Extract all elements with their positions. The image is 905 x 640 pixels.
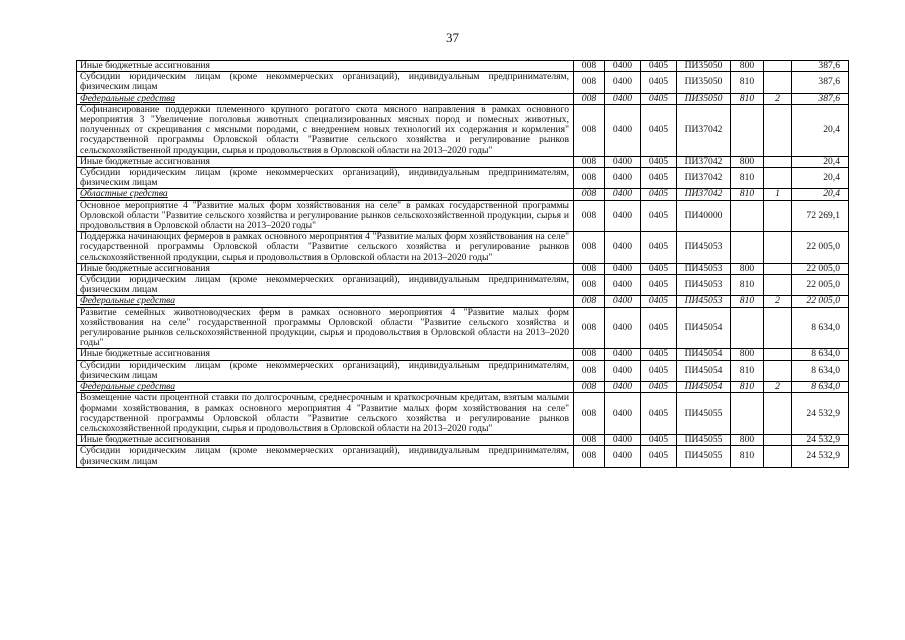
row-target-article-code: ПИ45055: [677, 435, 731, 446]
row-section-code: 0400: [605, 200, 641, 232]
row-subsection-code: 0405: [641, 72, 677, 93]
row-section-code: 0400: [605, 393, 641, 435]
row-target-article-code: ПИ45053: [677, 263, 731, 274]
row-description: Субсидии юридическим лицам (кроме некоммерческих организаций), индивидуальным предпринимателям, физическим лицам: [77, 72, 574, 93]
row-section-code: 0400: [605, 61, 641, 72]
table-row: [77, 275, 849, 296]
row-amount: 24 532,9: [792, 393, 849, 435]
row-expense-type-code: 800: [731, 156, 764, 167]
row-expense-type-code: [731, 307, 764, 349]
row-section-code: 0400: [605, 232, 641, 264]
row-section-code: 0400: [605, 382, 641, 393]
row-expense-type-code: [731, 232, 764, 264]
row-department-code: 008: [574, 435, 605, 446]
row-amount: 72 269,1: [792, 200, 849, 232]
row-expense-type-code: 810: [731, 189, 764, 200]
row-section-code: 0400: [605, 360, 641, 381]
row-department-code: 008: [574, 200, 605, 232]
table-row: [77, 296, 849, 307]
row-funding-source-code: 2: [764, 296, 792, 307]
row-department-code: 008: [574, 93, 605, 104]
row-section-code: 0400: [605, 446, 641, 467]
table-row: [77, 72, 849, 93]
row-funding-source-code: [764, 168, 792, 189]
row-department-code: 008: [574, 189, 605, 200]
row-department-code: 008: [574, 232, 605, 264]
row-funding-source-code: [764, 61, 792, 72]
row-funding-source-code: [764, 349, 792, 360]
budget-table: [76, 60, 849, 468]
row-funding-source-code: [764, 200, 792, 232]
row-description: Субсидии юридическим лицам (кроме некоммерческих организаций), индивидуальным предпринимателям, физическим лицам: [77, 446, 574, 467]
row-expense-type-code: 800: [731, 349, 764, 360]
table-row: [77, 189, 849, 200]
row-funding-source-code: [764, 156, 792, 167]
row-description: Поддержка начинающих фермеров в рамках основного мероприятия 4 "Развитие малых форм хозяйствования на селе" государственной программы Орловской области "Развитие сельского хозяйства и регулирование рынков сельскохозяйственной продукции, сырья и продовольствия в Орловской области на 2013–2020 годы": [77, 232, 574, 264]
row-expense-type-code: 800: [731, 61, 764, 72]
row-subsection-code: 0405: [641, 156, 677, 167]
table-row: [77, 360, 849, 381]
row-section-code: 0400: [605, 296, 641, 307]
row-expense-type-code: 810: [731, 446, 764, 467]
row-subsection-code: 0405: [641, 382, 677, 393]
row-department-code: 008: [574, 446, 605, 467]
row-section-code: 0400: [605, 349, 641, 360]
table-row: [77, 93, 849, 104]
row-target-article-code: ПИ40000: [677, 200, 731, 232]
row-expense-type-code: 810: [731, 168, 764, 189]
row-funding-source-code: [764, 72, 792, 93]
row-amount: 22 005,0: [792, 296, 849, 307]
row-section-code: 0400: [605, 307, 641, 349]
row-subsection-code: 0405: [641, 232, 677, 264]
row-funding-source-code: [764, 275, 792, 296]
row-description: Областные средства: [77, 189, 574, 200]
row-target-article-code: ПИ45054: [677, 360, 731, 381]
row-description: Основное мероприятие 4 "Развитие малых форм хозяйствования на селе" в рамках государственной программы Орловской области "Развитие сельского хозяйства и регулирование рынков сельскохозяйственной продукции, сырья и продовольствия в Орловской области на 2013–2020 годы": [77, 200, 574, 232]
row-description: Софинансирование поддержки племенного крупного рогатого скота мясного направления в рамках основного мероприятия 3 "Увеличение поголовья животных специализированных мясных пород и помесных животных, полученных от скрещивания с мясными породами, с внедрением новых технологий их содержания и кормления" государственной программы Орловской области "Развитие сельского хозяйства и регулирование рынков сельскохозяйственной продукции, сырья и продовольствия в Орловской области на 2013–2020 годы": [77, 104, 574, 156]
row-target-article-code: ПИ37042: [677, 104, 731, 156]
row-subsection-code: 0405: [641, 307, 677, 349]
row-target-article-code: ПИ45054: [677, 349, 731, 360]
row-expense-type-code: 810: [731, 275, 764, 296]
row-amount: 8 634,0: [792, 349, 849, 360]
row-department-code: 008: [574, 393, 605, 435]
row-subsection-code: 0405: [641, 360, 677, 381]
row-target-article-code: ПИ37042: [677, 189, 731, 200]
row-department-code: 008: [574, 349, 605, 360]
row-target-article-code: ПИ45055: [677, 393, 731, 435]
row-target-article-code: ПИ45054: [677, 307, 731, 349]
row-description: Иные бюджетные ассигнования: [77, 156, 574, 167]
row-target-article-code: ПИ35050: [677, 61, 731, 72]
row-subsection-code: 0405: [641, 446, 677, 467]
row-description: Иные бюджетные ассигнования: [77, 61, 574, 72]
row-amount: 24 532,9: [792, 446, 849, 467]
row-funding-source-code: [764, 263, 792, 274]
row-amount: 22 005,0: [792, 232, 849, 264]
row-target-article-code: ПИ45054: [677, 382, 731, 393]
row-subsection-code: 0405: [641, 104, 677, 156]
table-row: [77, 168, 849, 189]
row-department-code: 008: [574, 307, 605, 349]
table-row: [77, 156, 849, 167]
row-section-code: 0400: [605, 104, 641, 156]
row-funding-source-code: [764, 232, 792, 264]
row-amount: 22 005,0: [792, 275, 849, 296]
row-target-article-code: ПИ45053: [677, 232, 731, 264]
row-subsection-code: 0405: [641, 189, 677, 200]
table-row: [77, 393, 849, 435]
row-funding-source-code: [764, 393, 792, 435]
row-amount: 20,4: [792, 168, 849, 189]
row-subsection-code: 0405: [641, 393, 677, 435]
row-funding-source-code: [764, 360, 792, 381]
table-row: [77, 61, 849, 72]
row-department-code: 008: [574, 275, 605, 296]
row-amount: 8 634,0: [792, 382, 849, 393]
row-expense-type-code: [731, 393, 764, 435]
row-target-article-code: ПИ35050: [677, 93, 731, 104]
row-target-article-code: ПИ45053: [677, 296, 731, 307]
row-target-article-code: ПИ35050: [677, 72, 731, 93]
row-funding-source-code: [764, 435, 792, 446]
row-funding-source-code: 2: [764, 93, 792, 104]
row-subsection-code: 0405: [641, 168, 677, 189]
row-department-code: 008: [574, 263, 605, 274]
row-subsection-code: 0405: [641, 296, 677, 307]
row-amount: 24 532,9: [792, 435, 849, 446]
table-row: [77, 349, 849, 360]
row-description: Федеральные средства: [77, 382, 574, 393]
row-amount: 8 634,0: [792, 360, 849, 381]
row-department-code: 008: [574, 296, 605, 307]
row-subsection-code: 0405: [641, 435, 677, 446]
row-amount: 20,4: [792, 189, 849, 200]
row-description: Развитие семейных животноводческих ферм в рамках основного мероприятия 4 "Развитие малых форм хозяйствования на селе" государственной программы Орловской области "Развитие сельского хозяйства и регулирование рынков сельскохозяйственной продукции, сырья и продовольствия в Орловской области на 2013–2020 годы": [77, 307, 574, 349]
row-target-article-code: ПИ37042: [677, 156, 731, 167]
row-expense-type-code: 810: [731, 360, 764, 381]
row-section-code: 0400: [605, 189, 641, 200]
row-funding-source-code: 1: [764, 189, 792, 200]
row-description: Субсидии юридическим лицам (кроме некоммерческих организаций), индивидуальным предпринимателям, физическим лицам: [77, 168, 574, 189]
row-department-code: 008: [574, 360, 605, 381]
row-section-code: 0400: [605, 275, 641, 296]
row-expense-type-code: 810: [731, 93, 764, 104]
table-row: [77, 104, 849, 156]
row-description: Федеральные средства: [77, 296, 574, 307]
row-target-article-code: ПИ45055: [677, 446, 731, 467]
row-subsection-code: 0405: [641, 93, 677, 104]
row-funding-source-code: [764, 307, 792, 349]
row-description: Субсидии юридическим лицам (кроме некоммерческих организаций), индивидуальным предпринимателям, физическим лицам: [77, 275, 574, 296]
row-section-code: 0400: [605, 263, 641, 274]
row-amount: 387,6: [792, 72, 849, 93]
row-section-code: 0400: [605, 156, 641, 167]
row-section-code: 0400: [605, 72, 641, 93]
row-expense-type-code: 800: [731, 263, 764, 274]
row-amount: 8 634,0: [792, 307, 849, 349]
row-expense-type-code: [731, 200, 764, 232]
row-amount: 20,4: [792, 104, 849, 156]
row-description: Иные бюджетные ассигнования: [77, 435, 574, 446]
row-department-code: 008: [574, 168, 605, 189]
table-row: [77, 263, 849, 274]
table-row: [77, 435, 849, 446]
row-section-code: 0400: [605, 93, 641, 104]
row-expense-type-code: 810: [731, 382, 764, 393]
row-description: Федеральные средства: [77, 93, 574, 104]
row-expense-type-code: [731, 104, 764, 156]
page-number: 37: [446, 30, 459, 45]
row-department-code: 008: [574, 156, 605, 167]
row-description: Иные бюджетные ассигнования: [77, 349, 574, 360]
table-row: [77, 446, 849, 467]
row-subsection-code: 0405: [641, 200, 677, 232]
row-department-code: 008: [574, 104, 605, 156]
row-amount: 22 005,0: [792, 263, 849, 274]
row-subsection-code: 0405: [641, 349, 677, 360]
row-expense-type-code: 810: [731, 72, 764, 93]
row-target-article-code: ПИ45053: [677, 275, 731, 296]
row-expense-type-code: 810: [731, 296, 764, 307]
table-row: [77, 307, 849, 349]
row-department-code: 008: [574, 72, 605, 93]
row-funding-source-code: [764, 104, 792, 156]
row-section-code: 0400: [605, 168, 641, 189]
table-body: [77, 61, 849, 468]
row-department-code: 008: [574, 382, 605, 393]
row-subsection-code: 0405: [641, 275, 677, 296]
row-subsection-code: 0405: [641, 61, 677, 72]
row-description: Субсидии юридическим лицам (кроме некоммерческих организаций), индивидуальным предпринимателям, физическим лицам: [77, 360, 574, 381]
row-funding-source-code: [764, 446, 792, 467]
row-amount: 387,6: [792, 93, 849, 104]
table-row: [77, 200, 849, 232]
row-target-article-code: ПИ37042: [677, 168, 731, 189]
row-department-code: 008: [574, 61, 605, 72]
row-amount: 20,4: [792, 156, 849, 167]
row-description: Возмещение части процентной ставки по долгосрочным, среднесрочным и краткосрочным кредитам, взятым малыми формами хозяйствования, в рамках основного мероприятия 4 "Развитие малых форм хозяйствования на селе" государственной программы Орловской области "Развитие сельского хозяйства и регулирование рынков сельскохозяйственной продукции, сырья и продовольствия в Орловской области на 2013–2020 годы": [77, 393, 574, 435]
table-row: [77, 232, 849, 264]
row-funding-source-code: 2: [764, 382, 792, 393]
row-expense-type-code: 800: [731, 435, 764, 446]
row-section-code: 0400: [605, 435, 641, 446]
row-subsection-code: 0405: [641, 263, 677, 274]
row-amount: 387,6: [792, 61, 849, 72]
table-row: [77, 382, 849, 393]
row-description: Иные бюджетные ассигнования: [77, 263, 574, 274]
